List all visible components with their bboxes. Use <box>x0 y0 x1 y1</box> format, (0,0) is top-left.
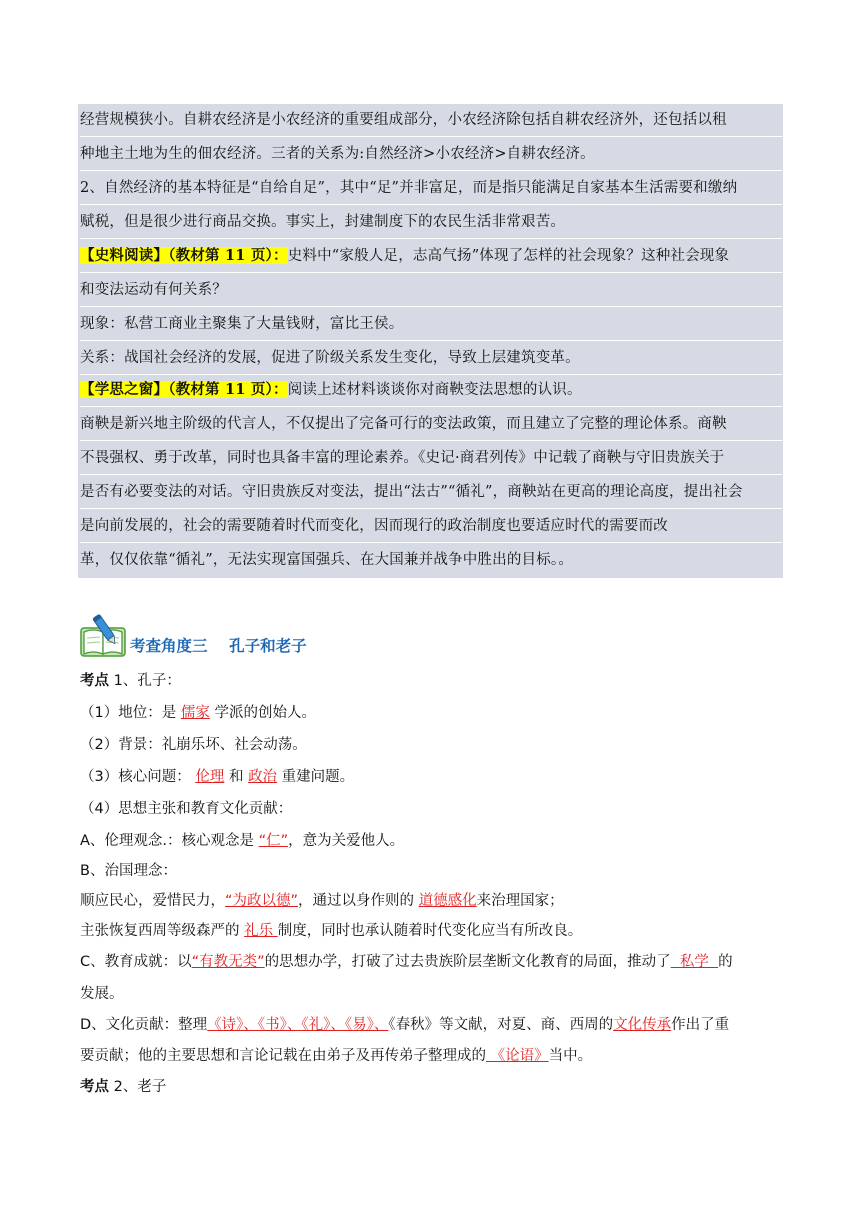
point-3-core-issue <box>80 766 785 788</box>
point-4-thought: （4）思想主张和教育文化贡献： <box>80 801 293 817</box>
point-b-line-2 <box>80 920 785 942</box>
shaded-line-12: 是否有必要变法的对话。守旧贵族反对变法，提出“法古”“循礼”，商鞅站在更高的理论高度，提出社会 <box>80 476 782 509</box>
point-c-line-2: 发展。 <box>80 986 124 1002</box>
source-reading-tag: 【史料阅读】（教材第 11 页）： <box>80 247 288 264</box>
kaodian-2 <box>80 1076 785 1098</box>
answer-wenhua-chuancheng: 文化传承 <box>613 1017 672 1033</box>
shaded-line-9 <box>80 374 782 407</box>
pd-mid: 《春秋》等文献，对夏、商、西周的 <box>388 1017 614 1033</box>
p1-pre: （1）地位：是 <box>80 705 181 721</box>
book-pencil-icon <box>80 614 128 658</box>
answer-rujia: 儒家 <box>180 705 210 721</box>
shaded-line-11: 不畏强权、勇于改革，同时也具备丰富的理论素养。《史记·商君列传》中记载了商鞅与守旧贵族关于 <box>80 442 782 475</box>
shaded-line-3: 2、自然经济的基本特征是“自给自足”，其中“足”并非富足，而是指只能满足自家基本生活需要和缴纳 <box>80 172 782 205</box>
p3-pre: （3）核心问题： <box>80 769 196 785</box>
pa-post: ，意为关爱他人。 <box>288 833 405 849</box>
point-b-line-1 <box>80 890 785 912</box>
point-d-line-2 <box>80 1045 785 1067</box>
kaodian-1-text: 1、孔子： <box>109 673 181 689</box>
point-c-education <box>80 951 785 973</box>
shaded-line-8: 关系：战国社会经济的发展，促进了阶级关系发生变化，导致上层建筑变革。 <box>80 342 782 375</box>
shaded-line-4: 赋税，但是很少进行商品交换。事实上，封建制度下的农民生活非常艰苦。 <box>80 206 782 239</box>
answer-lunyu: 《论语》 <box>486 1048 549 1064</box>
thinking-window-tag: 【学思之窗】（教材第 11 页）： <box>80 381 288 398</box>
shaded-line-5 <box>80 240 782 273</box>
answer-daode-ganhua: 道德感化 <box>418 893 477 909</box>
section-heading <box>80 614 307 658</box>
thinking-window-question: 阅读上述材料谈谈你对商鞅变法思想的认识。 <box>287 382 582 398</box>
answer-weizhengyide: “为政以德” <box>225 893 299 909</box>
answer-ren: “仁” <box>258 833 289 849</box>
answer-zhengzhi: 政治 <box>248 769 278 785</box>
point-b-governance: B、治国理念： <box>80 863 177 879</box>
shaded-line-7: 现象：私营工商业主聚集了大量钱财，富比王侯。 <box>80 308 782 341</box>
pa-pre: A、伦理观念.：核心观念是 <box>80 833 259 849</box>
section-title: 考查角度三 孔子和老子 <box>130 637 307 655</box>
p3-mid: 和 <box>224 769 249 785</box>
point-2-background: （2）背景：礼崩乐坏、社会动荡。 <box>80 737 307 753</box>
pb1-mid: ，通过以身作则的 <box>298 893 419 909</box>
point-a-ethics <box>80 830 785 852</box>
answer-lunli: 伦理 <box>195 769 225 785</box>
shaded-line-1: 经营规模狭小。自耕农经济是小农经济的重要组成部分，小农经济除包括自耕农经济外，还包括以租 <box>80 104 782 137</box>
shaded-line-10: 商鞅是新兴地主阶级的代言人，不仅提出了完备可行的变法政策，而且建立了完整的理论体系。商鞅 <box>80 408 782 441</box>
answer-youjiao-wulei: “有教无类” <box>191 954 265 970</box>
p3-post: 重建问题。 <box>277 769 355 785</box>
point-1-status <box>80 702 785 724</box>
shaded-line-13: 是向前发展的，社会的需要随着时代而变化，因而现行的政治制度也要适应时代的需要而改 <box>80 510 782 543</box>
point-d-culture <box>80 1014 785 1036</box>
kaodian-2-text: 2、老子 <box>109 1079 167 1095</box>
pb2-post: 制度，同时也承认随着时代变化应当有所改良。 <box>277 923 583 939</box>
pb2-pre: 主张恢复西周等级森严的 <box>80 923 245 939</box>
pd-pre: D、文化贡献：整理 <box>80 1017 208 1033</box>
kaodian-label: 考点 <box>80 673 109 689</box>
pc-post: 的 <box>718 954 733 970</box>
pb1-post: 来治理国家； <box>476 893 564 909</box>
pd2-post: 当中。 <box>548 1048 593 1064</box>
shaded-line-2: 种地主土地为生的佃农经济。三者的关系为:自然经济>小农经济>自耕农经济。 <box>80 138 782 171</box>
source-reading-question: 史料中“家般人足，志高气扬”体现了怎样的社会现象？这种社会现象 <box>287 248 730 264</box>
shaded-line-14: 革，仅仅依靠“循礼”，无法实现富国强兵、在大国兼并战争中胜出的目标。。 <box>80 552 574 568</box>
answer-sixue: 私学 <box>670 954 719 970</box>
shaded-line-6: 和变法运动有何关系？ <box>80 274 782 307</box>
pd-post: 作出了重 <box>671 1017 730 1033</box>
pd2-pre: 要贡献；他的主要思想和言论记载在由弟子及再传弟子整理成的 <box>80 1048 486 1064</box>
pc-pre: C、教育成就：以 <box>80 954 192 970</box>
answer-classics: 《诗》、《书》、《礼》、《易》、 <box>207 1017 389 1033</box>
kaodian-1 <box>80 670 785 692</box>
kaodian-label: 考点 <box>80 1079 109 1095</box>
pc-mid: 的思想办学，打破了过去贵族阶层垄断文化教育的局面，推动了 <box>264 954 671 970</box>
answer-liyue: 礼乐 <box>244 923 278 939</box>
p1-post: 学派的创始人。 <box>209 705 316 721</box>
pb1-pre: 顺应民心，爱惜民力， <box>80 893 225 909</box>
